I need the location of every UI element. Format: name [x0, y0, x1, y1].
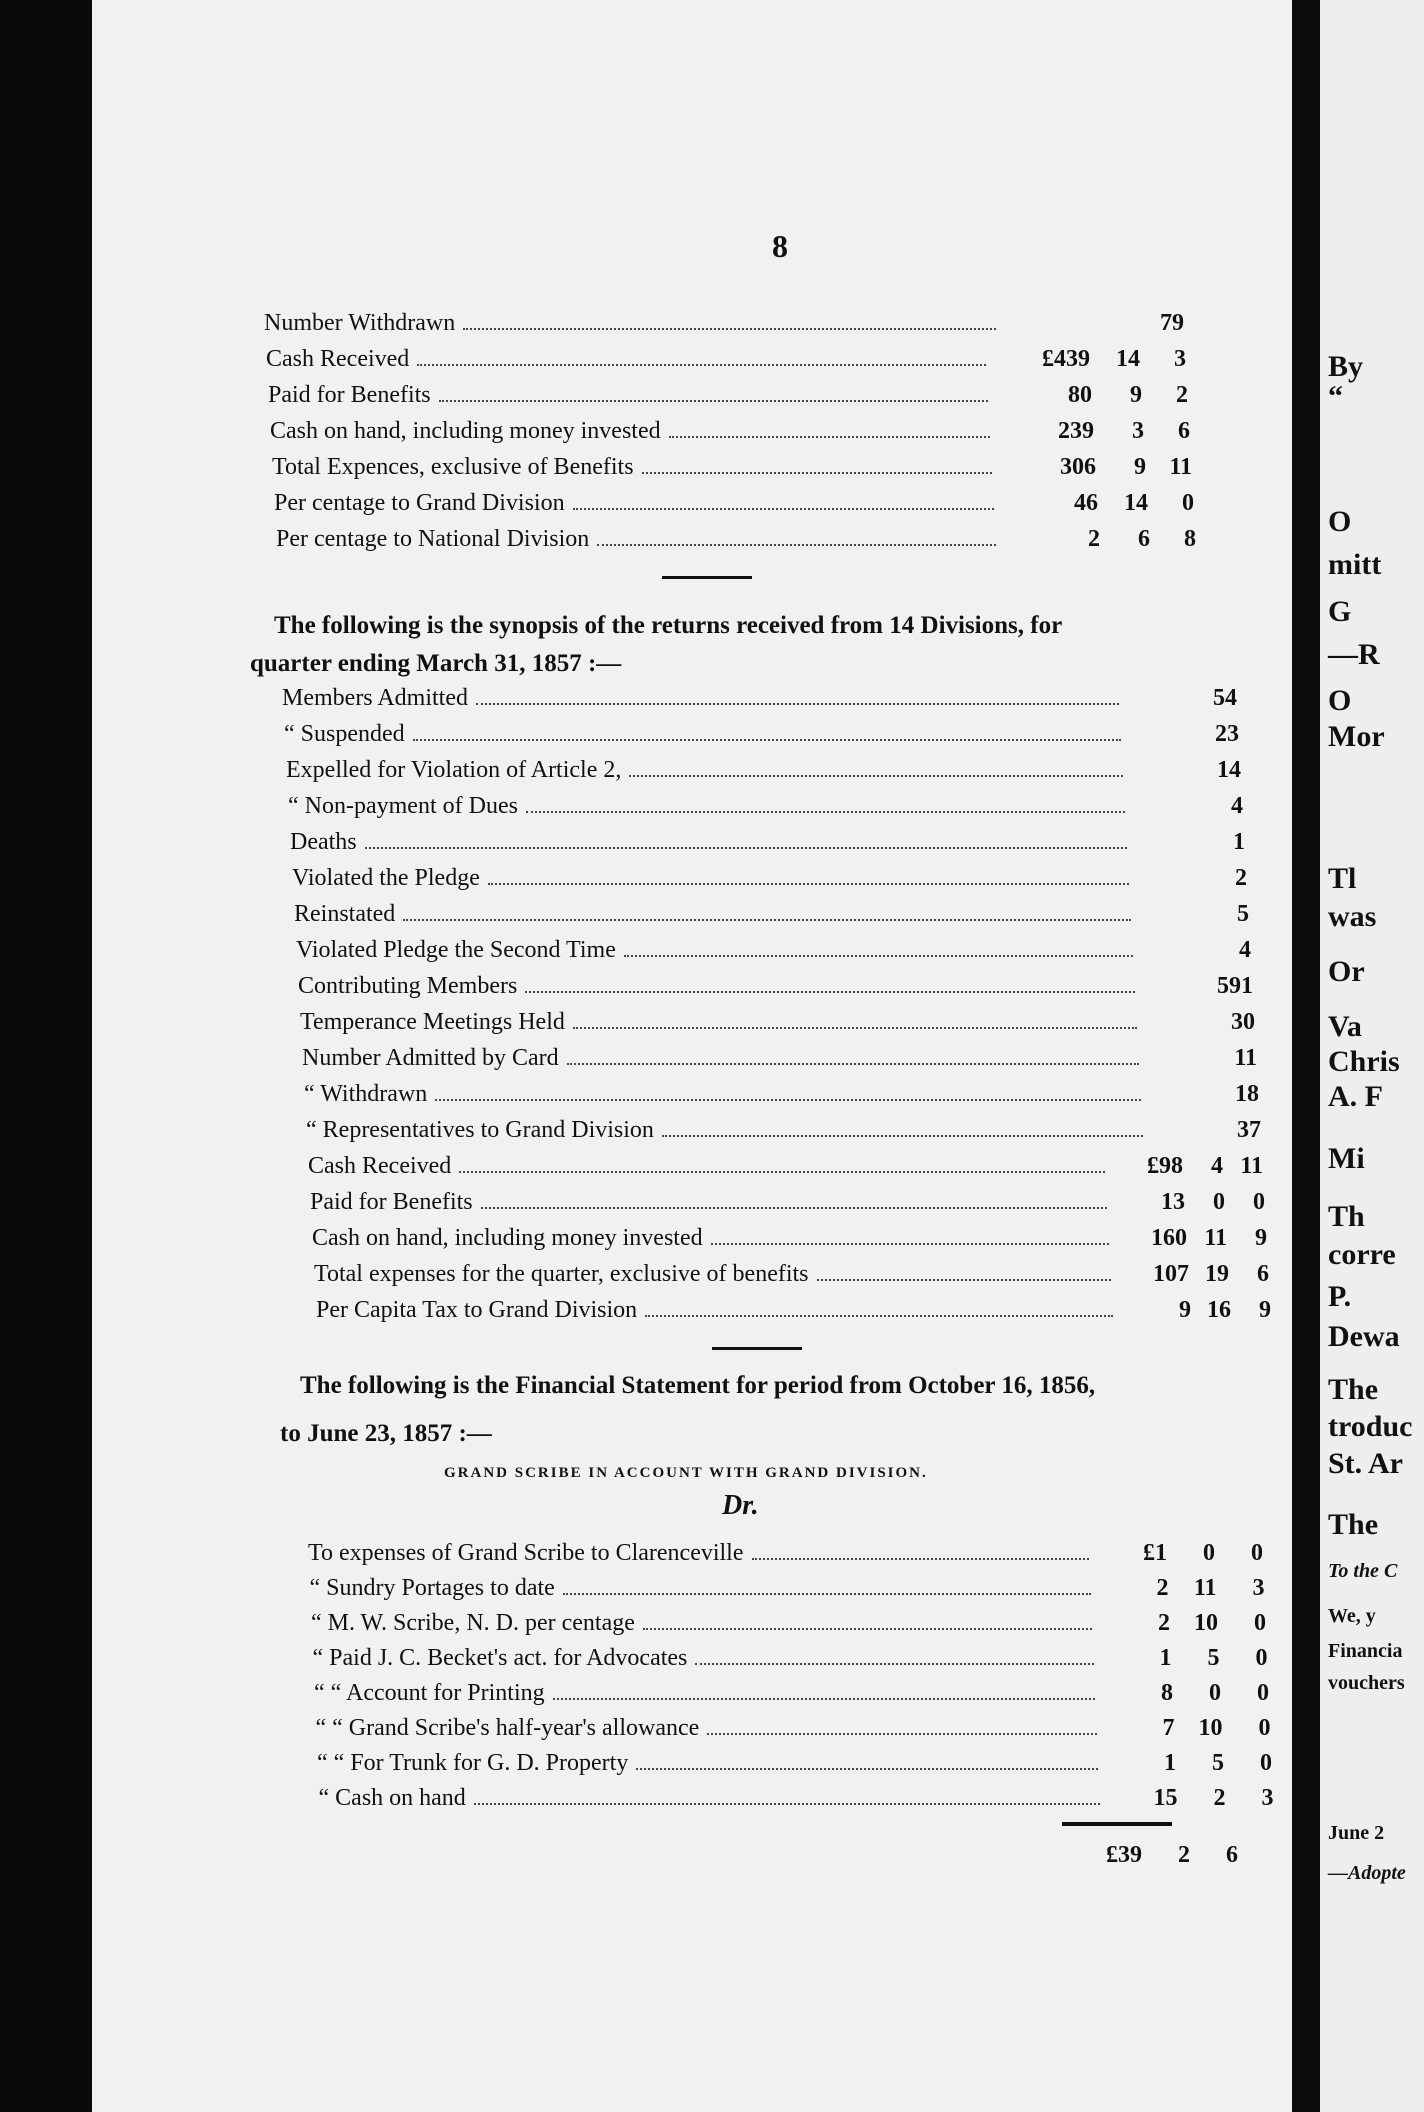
row-value: 2: [1213, 1785, 1226, 1811]
row-label: “ “ Grand Scribe's half-year's allowance: [315, 1715, 700, 1741]
dot-leader: [463, 328, 996, 330]
row-label: “ Sundry Portages to date: [309, 1575, 555, 1601]
row-label: Expelled for Violation of Article 2,: [286, 757, 622, 783]
row-value: 18: [1235, 1081, 1259, 1107]
adjacent-page-line: corre: [1328, 1238, 1396, 1271]
dot-leader: [643, 1628, 1092, 1630]
summary-row: [264, 310, 1184, 337]
summary-row: [266, 346, 1186, 373]
adjacent-page-line: Or: [1328, 955, 1365, 988]
dot-leader: [417, 364, 986, 366]
row-value: 80: [1068, 382, 1092, 408]
dot-leader: [573, 508, 994, 510]
row-value: 3: [1261, 1785, 1274, 1811]
row-value: 7: [1162, 1715, 1175, 1741]
total-value: 2: [1178, 1842, 1190, 1868]
row-value: 0: [1253, 1189, 1265, 1215]
row-value: 9: [1134, 454, 1146, 480]
row-value: 0: [1254, 1610, 1266, 1636]
summary-row: [276, 526, 1196, 553]
synopsis-row: [292, 865, 1247, 892]
row-label: “ “ Account for Printing: [314, 1680, 545, 1706]
financial-row: [317, 1750, 1272, 1777]
row-value: 8: [1161, 1680, 1173, 1706]
total-rule: [1062, 1822, 1172, 1826]
row-value: 11: [1193, 1575, 1217, 1601]
row-label: Cash Received: [308, 1153, 452, 1179]
adjacent-page-line: “: [1328, 380, 1343, 413]
adjacent-page-line: Chris: [1328, 1045, 1400, 1078]
row-value: 0: [1257, 1680, 1269, 1706]
row-value: 4: [1239, 937, 1251, 963]
row-value: 0: [1258, 1715, 1271, 1741]
summary-row: [270, 418, 1190, 445]
row-value: 0: [1255, 1645, 1268, 1671]
row-value: 4: [1231, 793, 1243, 819]
row-label: Per Capita Tax to Grand Division: [316, 1297, 638, 1323]
row-label: “ Representatives to Grand Division: [306, 1117, 654, 1143]
financial-row: [314, 1680, 1269, 1707]
row-label: Paid for Benefits: [268, 382, 431, 408]
adjacent-page-line: Th: [1328, 1200, 1365, 1233]
adjacent-page-line: P.: [1328, 1280, 1352, 1313]
synopsis-row: [290, 829, 1245, 856]
row-value: 306: [1060, 454, 1096, 480]
dot-leader: [624, 955, 1133, 957]
row-value: 10: [1198, 1715, 1223, 1741]
row-label: Contributing Members: [298, 973, 518, 999]
adjacent-page-line: was: [1328, 900, 1377, 933]
financial-row: [308, 1540, 1263, 1567]
dot-leader: [695, 1663, 1093, 1665]
dot-leader: [459, 1171, 1105, 1173]
row-value: 5: [1207, 1645, 1220, 1671]
section-divider: [712, 1347, 802, 1350]
synopsis-row: [288, 793, 1243, 820]
adjacent-page-line: St. Ar: [1328, 1447, 1403, 1480]
dot-leader: [476, 703, 1119, 705]
row-value: 14: [1217, 757, 1241, 783]
row-value: 2: [1158, 1610, 1170, 1636]
row-value: 3: [1252, 1575, 1265, 1601]
dot-leader: [439, 400, 988, 402]
row-value: 6: [1178, 418, 1190, 444]
row-value: 46: [1074, 490, 1098, 516]
row-label: To expenses of Grand Scribe to Clarenceville: [308, 1540, 744, 1566]
row-value: 3: [1132, 418, 1144, 444]
page-gutter: [1292, 0, 1320, 2112]
row-value: 1: [1164, 1750, 1176, 1776]
synopsis-intro-line1: The following is the synopsis of the returns received from 14 Divisions, for: [274, 612, 1063, 639]
dot-leader: [563, 1593, 1091, 1595]
row-value: 6: [1257, 1261, 1269, 1287]
summary-row: [274, 490, 1194, 517]
adjacent-page-line: To the C: [1328, 1560, 1398, 1582]
row-value: 19: [1205, 1261, 1229, 1287]
row-value: 11: [1204, 1225, 1227, 1251]
adjacent-page-line: Va: [1328, 1010, 1362, 1043]
row-value: 23: [1215, 721, 1239, 747]
synopsis-intro-line2: quarter ending March 31, 1857 :—: [250, 650, 622, 677]
dot-leader: [526, 811, 1125, 813]
row-value: 6: [1138, 526, 1150, 552]
row-value: 1: [1233, 829, 1245, 855]
total-value: £39: [1106, 1842, 1142, 1868]
row-value: 1: [1159, 1645, 1172, 1671]
adjacent-page-line: O: [1328, 505, 1352, 538]
total-row: [1052, 1842, 1282, 1869]
row-label: Violated Pledge the Second Time: [296, 937, 616, 963]
row-label: Total Expences, exclusive of Benefits: [272, 454, 634, 480]
row-value: 13: [1161, 1189, 1185, 1215]
row-value: 239: [1058, 418, 1094, 444]
summary-row: [268, 382, 1188, 409]
financial-row: [319, 1785, 1274, 1812]
adjacent-page-line: Mor: [1328, 720, 1385, 753]
synopsis-row: [310, 1189, 1265, 1216]
row-value: 16: [1207, 1297, 1231, 1323]
row-value: 8: [1184, 526, 1196, 552]
adjacent-page-line: June 2: [1328, 1822, 1385, 1844]
financial-row: [310, 1575, 1265, 1602]
row-label: “ M. W. Scribe, N. D. per centage: [311, 1610, 635, 1636]
dot-leader: [636, 1768, 1098, 1770]
row-value: 107: [1153, 1261, 1189, 1287]
section-divider: [662, 576, 752, 579]
dot-leader: [488, 883, 1129, 885]
document-page: [92, 0, 1292, 2112]
dot-leader: [669, 436, 990, 438]
synopsis-row: [304, 1081, 1259, 1108]
adjacent-page-line: troduc: [1328, 1410, 1413, 1443]
adjacent-page-line: We, y: [1328, 1605, 1376, 1627]
adjacent-page-line: —Adopte: [1328, 1862, 1406, 1884]
row-label: “ Non-payment of Dues: [288, 793, 518, 819]
dot-leader: [365, 847, 1127, 849]
row-label: Violated the Pledge: [292, 865, 480, 891]
dot-leader: [711, 1243, 1109, 1245]
row-value: 2: [1156, 1575, 1169, 1601]
dot-leader: [642, 472, 992, 474]
row-value: 11: [1169, 454, 1192, 480]
row-label: “ “ For Trunk for G. D. Property: [317, 1750, 629, 1776]
row-label: Reinstated: [294, 901, 396, 927]
row-value: 3: [1174, 346, 1186, 372]
row-value: 5: [1212, 1750, 1224, 1776]
row-value: 11: [1240, 1153, 1263, 1179]
row-label: Deaths: [290, 829, 357, 855]
synopsis-row: [294, 901, 1249, 928]
adjacent-page-line: Tl: [1328, 862, 1357, 895]
dot-leader: [553, 1698, 1095, 1700]
dot-leader: [481, 1207, 1107, 1209]
synopsis-row: [282, 685, 1237, 712]
row-value: 4: [1211, 1153, 1223, 1179]
row-value: 0: [1251, 1540, 1263, 1566]
financial-row: [311, 1610, 1266, 1637]
adjacent-page-line: mitt: [1328, 548, 1382, 581]
row-label: Temperance Meetings Held: [300, 1009, 565, 1035]
dot-leader: [817, 1279, 1111, 1281]
row-value: 9: [1259, 1297, 1271, 1323]
row-value: 30: [1231, 1009, 1255, 1035]
dot-leader: [413, 739, 1121, 741]
row-value: 15: [1153, 1785, 1178, 1811]
row-value: 10: [1194, 1610, 1218, 1636]
row-label: Members Admitted: [282, 685, 468, 711]
synopsis-row: [316, 1297, 1271, 1324]
synopsis-row: [312, 1225, 1267, 1252]
row-value: 5: [1237, 901, 1249, 927]
row-label: Total expenses for the quarter, exclusive of benefits: [314, 1261, 809, 1287]
dot-leader: [752, 1558, 1089, 1560]
row-value: 54: [1213, 685, 1237, 711]
row-value: £439: [1042, 346, 1090, 372]
row-label: Per centage to National Division: [276, 526, 590, 552]
synopsis-row: [306, 1117, 1261, 1144]
adjacent-page-line: The: [1328, 1508, 1379, 1541]
row-value: 2: [1235, 865, 1247, 891]
financial-row: [316, 1715, 1271, 1742]
row-value: 0: [1213, 1189, 1225, 1215]
adjacent-page-line: Mi: [1328, 1142, 1365, 1175]
financial-intro-line1: The following is the Financial Statement for period from October 16, 1856,: [300, 1372, 1096, 1399]
synopsis-row: [308, 1153, 1263, 1180]
row-value: 9: [1179, 1297, 1191, 1323]
dot-leader: [474, 1803, 1100, 1805]
dot-leader: [645, 1315, 1113, 1317]
synopsis-row: [298, 973, 1253, 1000]
row-label: Number Admitted by Card: [302, 1045, 559, 1071]
dot-leader: [597, 544, 996, 546]
adjacent-page-fragment: [1320, 0, 1424, 2112]
synopsis-row: [302, 1045, 1257, 1072]
dot-leader: [525, 991, 1135, 993]
row-label: Cash Received: [266, 346, 410, 372]
row-value: 9: [1130, 382, 1142, 408]
dr-label: Dr.: [722, 1490, 759, 1521]
account-heading: GRAND SCRIBE IN ACCOUNT WITH GRAND DIVISION.: [444, 1465, 928, 1481]
synopsis-row: [284, 721, 1239, 748]
row-label: Paid for Benefits: [310, 1189, 473, 1215]
synopsis-row: [296, 937, 1251, 964]
synopsis-row: [314, 1261, 1269, 1288]
dot-leader: [435, 1099, 1141, 1101]
adjacent-page-line: Dewa: [1328, 1320, 1400, 1353]
dot-leader: [567, 1063, 1139, 1065]
adjacent-page-line: A. F: [1328, 1080, 1383, 1113]
total-value: 6: [1226, 1842, 1238, 1868]
row-value: 14: [1116, 346, 1140, 372]
row-value: 2: [1176, 382, 1188, 408]
row-value: 79: [1160, 310, 1184, 336]
row-label: Cash on hand, including money invested: [270, 418, 661, 444]
row-label: Per centage to Grand Division: [274, 490, 565, 516]
summary-row: [272, 454, 1192, 481]
row-value: £98: [1147, 1153, 1183, 1179]
adjacent-page-line: —R: [1328, 638, 1380, 671]
adjacent-page-line: The: [1328, 1373, 1379, 1406]
row-value: 0: [1203, 1540, 1215, 1566]
row-value: 0: [1260, 1750, 1272, 1776]
row-label: “ Paid J. C. Becket's act. for Advocates: [312, 1645, 688, 1671]
adjacent-page-line: O: [1328, 684, 1352, 717]
row-value: 160: [1151, 1225, 1187, 1251]
row-value: 2: [1088, 526, 1100, 552]
row-value: 37: [1237, 1117, 1261, 1143]
financial-intro-line2: to June 23, 1857 :—: [280, 1420, 492, 1447]
dot-leader: [403, 919, 1131, 921]
adjacent-page-line: Financia: [1328, 1640, 1403, 1662]
row-label: Number Withdrawn: [264, 310, 456, 336]
row-value: 591: [1217, 973, 1253, 999]
row-label: “ Suspended: [284, 721, 405, 747]
row-value: 14: [1124, 490, 1148, 516]
synopsis-row: [286, 757, 1241, 784]
dot-leader: [707, 1733, 1096, 1735]
dot-leader: [662, 1135, 1143, 1137]
adjacent-page-line: By: [1328, 350, 1364, 383]
row-value: 11: [1234, 1045, 1257, 1071]
page-number: 8: [772, 228, 788, 264]
adjacent-page-line: G: [1328, 595, 1352, 628]
row-label: Cash on hand, including money invested: [312, 1225, 703, 1251]
adjacent-page-line: vouchers: [1328, 1672, 1405, 1694]
row-label: “ Cash on hand: [318, 1785, 466, 1811]
row-value: 0: [1182, 490, 1194, 516]
financial-row: [313, 1645, 1268, 1672]
row-label: “ Withdrawn: [304, 1081, 428, 1107]
row-value: £1: [1143, 1540, 1167, 1566]
row-value: 9: [1255, 1225, 1267, 1251]
dot-leader: [573, 1027, 1137, 1029]
synopsis-row: [300, 1009, 1255, 1036]
dot-leader: [629, 775, 1123, 777]
row-value: 0: [1209, 1680, 1221, 1706]
